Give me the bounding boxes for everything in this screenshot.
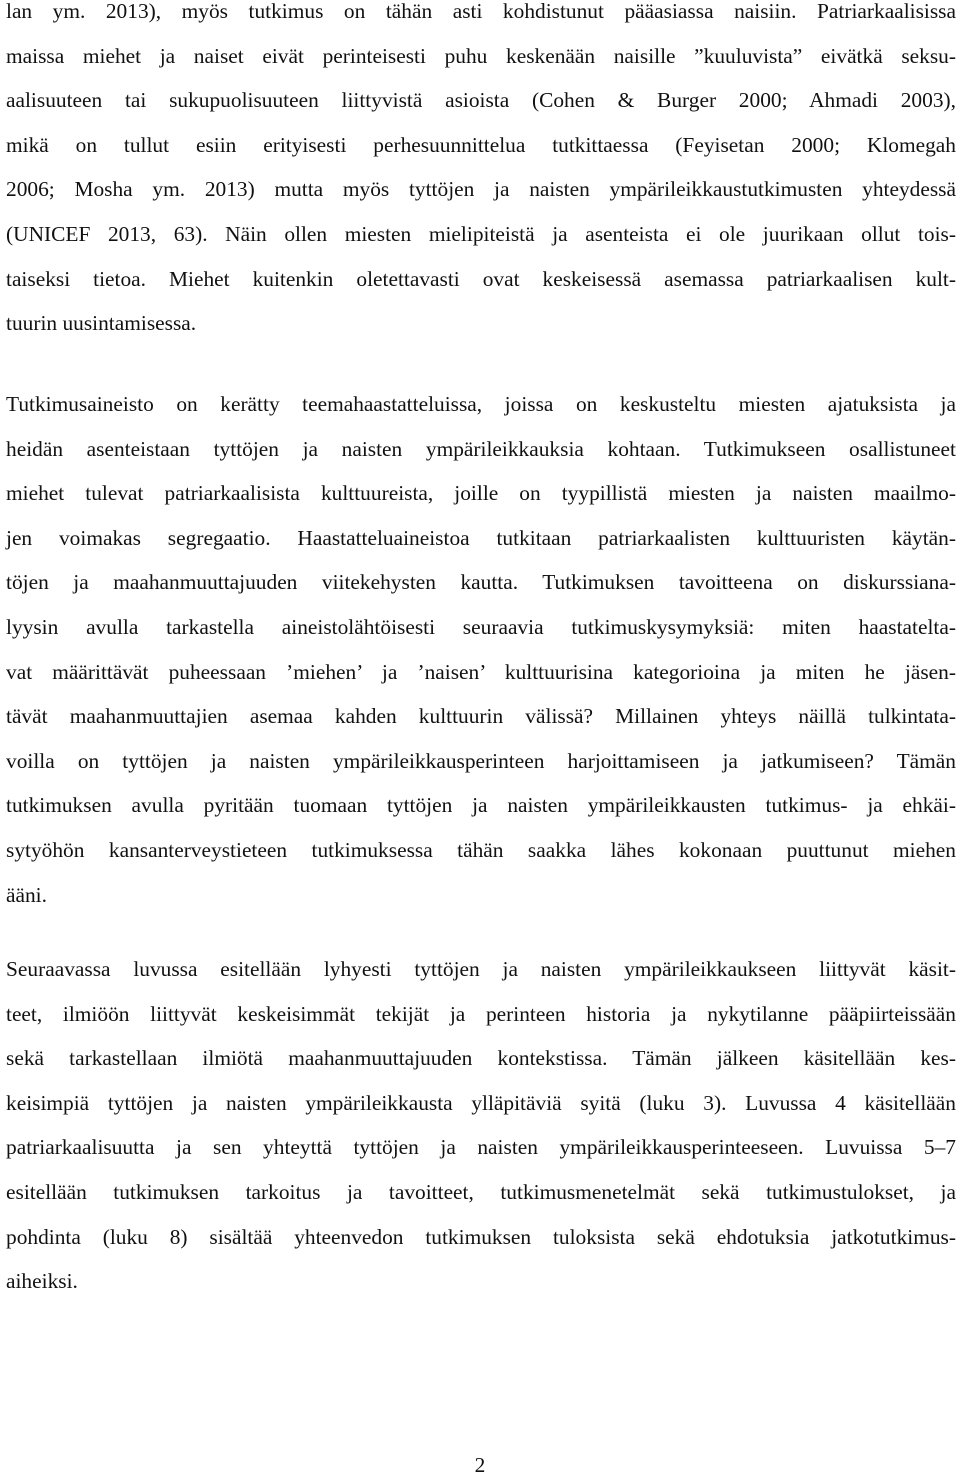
- text-line: ääni.: [6, 882, 47, 907]
- text-line: lan ym. 2013), myös tutkimus on tähän asti kohdistunut pääasiassa naisiin. Patriarkaalisissa: [6, 0, 956, 23]
- paragraph-3: [6, 947, 956, 1304]
- text-line: pohdinta (luku 8) sisältää yhteenvedon tutkimuksen tuloksista sekä ehdotuksia jatkotutkimus-: [6, 1224, 956, 1249]
- text-line: sytyöhön kansanterveystieteen tutkimuksessa tähän saakka lähes kokonaan puuttunut miehen: [6, 837, 956, 862]
- text-line: aalisuuteen tai sukupuolisuuteen liittyvistä asioista (Cohen & Burger 2000; Ahmadi 2003),: [6, 88, 956, 113]
- text-line: aiheiksi.: [6, 1269, 78, 1294]
- text-line: vat määrittävät puheessaan ’miehen’ ja ’naisen’ kulttuurisina kategorioina ja miten he jäsen-: [6, 659, 956, 684]
- text-line: tävät maahanmuuttajien asemaa kahden kulttuurin välissä? Millainen yhteys näillä tulkintata-: [6, 704, 956, 729]
- paragraph-2: [6, 382, 956, 917]
- text-line: Seuraavassa luvussa esitellään lyhyesti tyttöjen ja naisten ympärileikkaukseen liittyvät käsit-: [6, 957, 956, 981]
- text-line: (UNICEF 2013, 63). Näin ollen miesten mielipiteistä ja asenteista ei ole juurikaan ollut tois-: [6, 221, 956, 246]
- text-line: teet, ilmiöön liittyvät keskeisimmät tekijät ja perinteen historia ja nykytilanne pääpiirteissään: [6, 1001, 956, 1026]
- text-line: tutkimuksen avulla pyritään tuomaan tyttöjen ja naisten ympärileikkausten tutkimus- ja ehkäi-: [6, 793, 956, 818]
- text-line: patriarkaalisuutta ja sen yhteyttä tyttöjen ja naisten ympärileikkausperinteeseen. Luvuissa 5–7: [6, 1135, 956, 1160]
- text-line: töjen ja maahanmuuttajuuden viitekehysten kautta. Tutkimuksen tavoitteena on diskurssiana-: [6, 570, 956, 595]
- text-line: heidän asenteistaan tyttöjen ja naisten ympärileikkauksia kohtaan. Tutkimukseen osallistuneet: [6, 436, 956, 461]
- text-line: miehet tulevat patriarkaalisista kulttuureista, joille on tyypillistä miesten ja naisten maailmo-: [6, 481, 956, 506]
- paragraph-1: [6, 0, 956, 346]
- text-line: taiseksi tietoa. Miehet kuitenkin oletettavasti ovat keskeisessä asemassa patriarkaalisen kult-: [6, 266, 956, 291]
- text-line: lyysin avulla tarkastella aineistolähtöisesti seuraavia tutkimuskysymyksiä: miten haastatelta-: [6, 614, 956, 639]
- text-line: esitellään tutkimuksen tarkoitus ja tavoitteet, tutkimusmenetelmät sekä tutkimustulokset, ja: [6, 1179, 956, 1204]
- text-line: voilla on tyttöjen ja naisten ympärileikkausperinteen harjoittamiseen ja jatkumiseen? Tämän: [6, 748, 956, 773]
- text-line: keisimpiä tyttöjen ja naisten ympärileikkausta ylläpitäviä syitä (luku 3). Luvussa 4 käsitellään: [6, 1090, 956, 1115]
- page-number: 2: [474, 1453, 486, 1477]
- text-line: maissa miehet ja naiset eivät perinteisesti puhu keskenään naisille ”kuuluvista” eivätkä seksu-: [6, 43, 956, 68]
- text-line: tuurin uusintamisessa.: [6, 311, 197, 336]
- text-line: Tutkimusaineisto on kerätty teemahaastatteluissa, joissa on keskusteltu miesten ajatuksista ja: [6, 392, 956, 416]
- text-line: 2006; Mosha ym. 2013) mutta myös tyttöjen ja naisten ympärileikkaustutkimusten yhteydessä: [6, 177, 956, 202]
- text-line: sekä tarkastellaan ilmiötä maahanmuuttajuuden kontekstissa. Tämän jälkeen käsitellään kes-: [6, 1046, 956, 1071]
- text-line: mikä on tullut esiin erityisesti perhesuunnittelua tutkittaessa (Feyisetan 2000; Klomegah: [6, 132, 956, 157]
- text-line: jen voimakas segregaatio. Haastatteluaineistoa tutkitaan patriarkaalisten kulttuuristen käytän-: [6, 525, 956, 550]
